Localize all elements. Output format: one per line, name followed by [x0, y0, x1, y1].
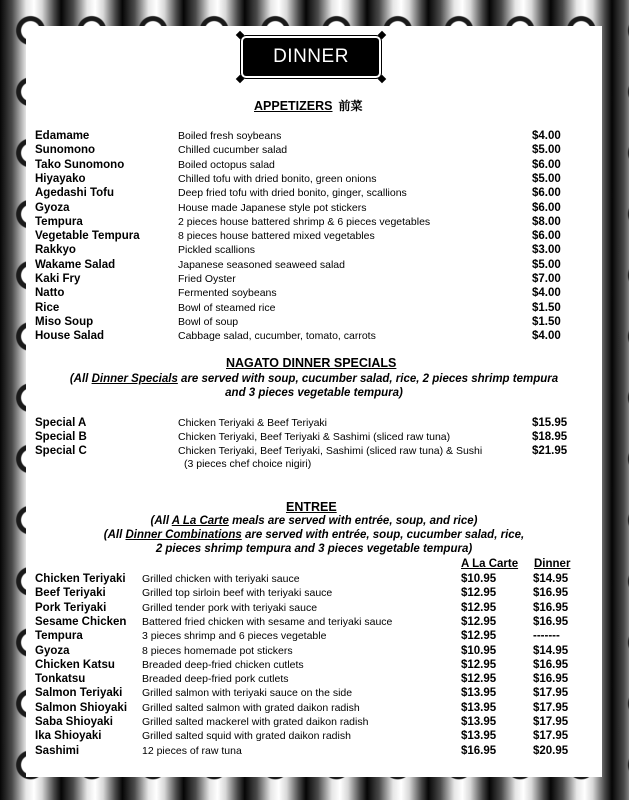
item-name: Miso Soup	[35, 315, 94, 328]
entree-a-la-carte-price: $12.95	[461, 658, 497, 671]
entree-description: Battered fried chicken with sesame and teriyaki sauce	[142, 615, 393, 628]
entree-name: Sesame Chicken	[35, 615, 127, 628]
entree-description: 8 pieces homemade pot stickers	[142, 644, 293, 657]
entree-dinner-price: $17.95	[533, 701, 569, 714]
entree-description: Grilled chicken with teriyaki sauce	[142, 573, 300, 585]
appetizer-row	[0, 143, 629, 157]
specials-heading: NAGATO DINNER SPECIALS	[226, 356, 397, 370]
special-name: Special B	[35, 431, 87, 443]
dinner-title-plaque	[243, 38, 379, 76]
item-name: Vegetable Tempura	[35, 230, 140, 243]
entree-dinner-price: $16.95	[533, 601, 569, 614]
appetizer-row	[0, 229, 629, 243]
special-c-subnote: (3 pieces chef choice nigiri)	[184, 458, 312, 470]
entree-name: Tonkatsu	[35, 673, 86, 686]
item-name: Natto	[35, 287, 65, 300]
entree-row	[0, 686, 629, 700]
item-description: Bowl of steamed rice	[178, 301, 276, 314]
entree-dinner-price: $16.95	[533, 587, 569, 600]
special-row	[0, 444, 629, 458]
appetizers-kanji: 前菜	[338, 99, 363, 113]
special-price: $15.95	[532, 417, 568, 429]
item-name: Tako Sunomono	[35, 158, 125, 171]
item-price: $6.00	[532, 158, 561, 171]
special-price: $21.95	[532, 445, 568, 457]
special-row	[0, 416, 629, 430]
appetizer-row	[0, 158, 629, 172]
appetizers-heading: APPETIZERS	[254, 99, 333, 113]
entree-dinner-price: $17.95	[533, 730, 569, 743]
entree-note1: (All A La Carte meals are served with entrée, soup, and rice)	[150, 515, 478, 527]
item-name: Kaki Fry	[35, 273, 81, 285]
item-description: Chilled cucumber salad	[178, 144, 288, 157]
entree-description: Grilled salmon with teriyaki sauce on the side	[142, 687, 353, 700]
entree-dinner-price: $16.95	[533, 673, 569, 686]
special-price: $18.95	[532, 431, 568, 443]
item-name: Tempura	[35, 215, 83, 228]
entree-name: Chicken Teriyaki	[35, 573, 126, 585]
entree-row	[0, 701, 629, 715]
item-name: Gyoza	[35, 201, 70, 214]
item-description: Fermented soybeans	[178, 287, 277, 300]
item-price: $6.00	[532, 187, 561, 200]
item-description: 2 pieces house battered shrimp & 6 pieces vegetables	[178, 215, 431, 228]
entree-name: Tempura	[35, 630, 83, 643]
item-description: Boiled octopus salad	[178, 158, 275, 171]
item-price: $1.50	[532, 301, 561, 314]
entree-row	[0, 744, 629, 758]
item-description: Japanese seasoned seaweed salad	[178, 258, 345, 271]
entree-a-la-carte-price: $13.95	[461, 716, 497, 728]
item-price: $5.00	[532, 144, 561, 157]
appetizer-row	[0, 272, 629, 286]
special-description: Chicken Teriyaki & Beef Teriyaki	[178, 417, 328, 429]
entree-a-la-carte-price: $12.95	[461, 673, 497, 686]
entree-note2-line2: 2 pieces shrimp tempura and 3 pieces vegetable tempura)	[155, 543, 473, 555]
entree-description: Grilled tender pork with teriyaki sauce	[142, 601, 318, 614]
item-name: Rakkyo	[35, 244, 76, 257]
entree-dinner-price: $20.95	[533, 744, 569, 757]
item-price: $5.00	[532, 258, 561, 271]
item-description: Chilled tofu with dried bonito, green onions	[178, 172, 377, 185]
col-header-a-la-carte: A La Carte	[461, 558, 519, 570]
item-description: House made Japanese style pot stickers	[178, 201, 367, 214]
entree-a-la-carte-price: $13.95	[461, 730, 497, 743]
appetizers-heading-group	[254, 97, 363, 115]
appetizer-row	[0, 315, 629, 329]
entree-row	[0, 672, 629, 686]
item-name: Sunomono	[35, 144, 96, 157]
entree-dinner-price: $16.95	[533, 658, 569, 671]
entree-dinner-price: $14.95	[533, 573, 569, 585]
col-header-dinner: Dinner	[534, 558, 571, 570]
item-description: Cabbage salad, cucumber, tomato, carrots	[178, 330, 376, 343]
page-title: DINNER	[273, 46, 349, 67]
entree-a-la-carte-price: $10.95	[461, 573, 497, 585]
entree-description: Breaded deep-fried pork cutlets	[142, 673, 289, 686]
entree-a-la-carte-price: $12.95	[461, 601, 497, 614]
item-name: Agedashi Tofu	[35, 187, 115, 200]
entree-a-la-carte-price: $10.95	[461, 644, 497, 657]
appetizer-row	[0, 186, 629, 200]
entree-name: Beef Teriyaki	[35, 587, 106, 600]
appetizer-row	[0, 258, 629, 272]
entree-name: Salmon Shioyaki	[35, 701, 128, 714]
entree-name: Pork Teriyaki	[35, 601, 107, 614]
item-description: Fried Oyster	[178, 273, 236, 285]
entree-row	[0, 644, 629, 658]
specials-note-line2: and 3 pieces vegetable tempura)	[225, 387, 403, 399]
entree-dinner-price: $17.95	[533, 687, 569, 700]
entree-name: Gyoza	[35, 644, 70, 657]
item-price: $7.00	[532, 273, 561, 285]
appetizer-row	[0, 329, 629, 343]
entree-row	[0, 572, 629, 586]
item-price: $8.00	[532, 215, 561, 228]
entree-row	[0, 658, 629, 672]
special-row	[0, 430, 629, 444]
entree-a-la-carte-price: $12.95	[461, 587, 497, 600]
item-description: Bowl of soup	[178, 315, 239, 328]
special-description: Chicken Teriyaki, Beef Teriyaki & Sashimi (sliced raw tuna)	[178, 431, 451, 443]
entree-name: Ika Shioyaki	[35, 730, 102, 743]
entree-row	[0, 629, 629, 643]
item-name: Wakame Salad	[35, 258, 116, 271]
item-description: Deep fried tofu with dried bonito, ginger, scallions	[178, 187, 407, 200]
appetizer-row	[0, 286, 629, 300]
item-price: $3.00	[532, 244, 561, 257]
appetizer-row	[0, 215, 629, 229]
entree-row	[0, 601, 629, 615]
entree-a-la-carte-price: $16.95	[461, 744, 497, 757]
entree-a-la-carte-price: $13.95	[461, 701, 497, 714]
entree-note2-line1: (All Dinner Combinations are served with entrée, soup, cucumber salad, rice,	[103, 529, 525, 541]
entree-row	[0, 586, 629, 600]
item-price: $4.00	[532, 287, 561, 300]
item-name: House Salad	[35, 330, 105, 343]
entree-description: Grilled salted mackerel with grated daikon radish	[142, 716, 369, 728]
item-name: Edamame	[35, 130, 90, 142]
entree-name: Saba Shioyaki	[35, 716, 113, 728]
item-description: Boiled fresh soybeans	[178, 130, 282, 142]
special-name: Special C	[35, 445, 87, 457]
appetizer-row	[0, 201, 629, 215]
entree-row	[0, 615, 629, 629]
item-name: Hiyayako	[35, 172, 86, 185]
special-name: Special A	[35, 417, 87, 429]
item-price: $1.50	[532, 315, 561, 328]
special-description: Chicken Teriyaki, Beef Teriyaki, Sashimi (sliced raw tuna) & Sushi	[178, 445, 483, 457]
item-price: $4.00	[532, 130, 561, 142]
entree-row	[0, 715, 629, 729]
appetizer-row	[0, 172, 629, 186]
entree-description: 3 pieces shrimp and 6 pieces vegetable	[142, 630, 327, 643]
item-price: $4.00	[532, 330, 561, 343]
entree-description: Grilled top sirloin beef with teriyaki sauce	[142, 587, 333, 600]
item-price: $6.00	[532, 230, 561, 243]
item-description: Pickled scallions	[178, 244, 256, 257]
entree-dinner-price: $14.95	[533, 644, 569, 657]
entree-dinner-price: -------	[533, 630, 560, 643]
entree-row	[0, 729, 629, 743]
entree-a-la-carte-price: $12.95	[461, 615, 497, 628]
entree-description: 12 pieces of raw tuna	[142, 744, 242, 757]
item-name: Rice	[35, 301, 60, 314]
entree-description: Grilled salted salmon with grated daikon radish	[142, 701, 360, 714]
entree-description: Breaded deep-fried chicken cutlets	[142, 658, 304, 671]
item-description: 8 pieces house battered mixed vegetables	[178, 230, 375, 243]
specials-note-line1: (All Dinner Specials are served with soup, cucumber salad, rice, 2 pieces shrimp tempura	[69, 373, 559, 385]
entree-dinner-price: $17.95	[533, 716, 569, 728]
entree-name: Sashimi	[35, 744, 80, 757]
item-price: $6.00	[532, 201, 561, 214]
entree-name: Salmon Teriyaki	[35, 687, 123, 700]
entree-description: Grilled salted squid with grated daikon radish	[142, 730, 351, 743]
entree-name: Chicken Katsu	[35, 658, 115, 671]
item-price: $5.00	[532, 172, 561, 185]
entree-dinner-price: $16.95	[533, 615, 569, 628]
entree-heading: ENTREE	[286, 500, 337, 514]
entree-a-la-carte-price: $12.95	[461, 630, 497, 643]
appetizer-row	[0, 301, 629, 315]
entree-a-la-carte-price: $13.95	[461, 687, 497, 700]
appetizer-row	[0, 243, 629, 257]
appetizer-row	[0, 129, 629, 143]
